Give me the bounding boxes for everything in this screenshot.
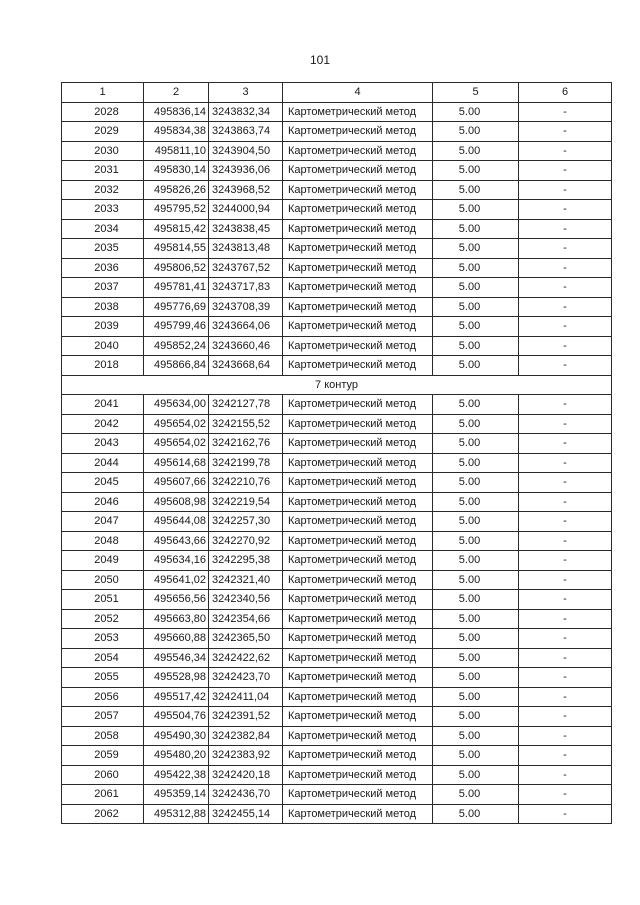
point-number-cell: 2040 [62,336,144,356]
x-coordinate-cell: 495799,46 [144,317,209,337]
table-row [62,434,612,454]
point-number-cell: 2037 [62,278,144,298]
note-cell: - [519,804,612,824]
point-number-cell: 2018 [62,356,144,376]
point-number-cell: 2060 [62,765,144,785]
point-number-cell: 2028 [62,102,144,122]
table-row [62,570,612,590]
x-coordinate-cell: 495660,88 [144,629,209,649]
table-row [62,765,612,785]
x-coordinate-cell: 495834,38 [144,122,209,142]
table-row [62,219,612,239]
accuracy-cell: 5.00 [433,102,519,122]
point-number-cell: 2057 [62,707,144,727]
table-row [62,297,612,317]
table-row [62,687,612,707]
accuracy-cell: 5.00 [433,161,519,181]
point-number-cell: 2051 [62,590,144,610]
accuracy-cell: 5.00 [433,434,519,454]
y-coordinate-cell: 3242423,70 [209,668,283,688]
x-coordinate-cell: 495811,10 [144,141,209,161]
x-coordinate-cell: 495634,16 [144,551,209,571]
method-cell: Картометрический метод [283,258,433,278]
y-coordinate-cell: 3242420,18 [209,765,283,785]
note-cell: - [519,570,612,590]
section-row [62,375,612,395]
table-row [62,512,612,532]
table-row [62,239,612,259]
method-cell: Картометрический метод [283,726,433,746]
accuracy-cell: 5.00 [433,531,519,551]
x-coordinate-cell: 495815,42 [144,219,209,239]
point-number-cell: 2039 [62,317,144,337]
table-row [62,648,612,668]
method-cell: Картометрический метод [283,180,433,200]
point-number-cell: 2049 [62,551,144,571]
coordinates-table [61,82,612,824]
point-number-cell: 2032 [62,180,144,200]
note-cell: - [519,707,612,727]
point-number-cell: 2034 [62,219,144,239]
method-cell: Картометрический метод [283,590,433,610]
x-coordinate-cell: 495814,55 [144,239,209,259]
accuracy-cell: 5.00 [433,219,519,239]
note-cell: - [519,434,612,454]
y-coordinate-cell: 3243813,48 [209,239,283,259]
table-row [62,258,612,278]
point-number-cell: 2055 [62,668,144,688]
note-cell: - [519,122,612,142]
table-row [62,180,612,200]
note-cell: - [519,141,612,161]
method-cell: Картометрический метод [283,492,433,512]
point-number-cell: 2041 [62,395,144,415]
y-coordinate-cell: 3243968,52 [209,180,283,200]
table-row [62,531,612,551]
y-coordinate-cell: 3242422,62 [209,648,283,668]
y-coordinate-cell: 3243863,74 [209,122,283,142]
method-cell: Картометрический метод [283,570,433,590]
x-coordinate-cell: 495654,02 [144,434,209,454]
method-cell: Картометрический метод [283,200,433,220]
y-coordinate-cell: 3242210,76 [209,473,283,493]
note-cell: - [519,297,612,317]
x-coordinate-cell: 495852,24 [144,336,209,356]
y-coordinate-cell: 3242383,92 [209,746,283,766]
table-row [62,609,612,629]
accuracy-cell: 5.00 [433,473,519,493]
method-cell: Картометрический метод [283,278,433,298]
accuracy-cell: 5.00 [433,629,519,649]
y-coordinate-cell: 3242411,04 [209,687,283,707]
method-cell: Картометрический метод [283,297,433,317]
x-coordinate-cell: 495634,00 [144,395,209,415]
point-number-cell: 2045 [62,473,144,493]
point-number-cell: 2062 [62,804,144,824]
column-header-4: 4 [283,83,433,103]
accuracy-cell: 5.00 [433,317,519,337]
accuracy-cell: 5.00 [433,278,519,298]
point-number-cell: 2035 [62,239,144,259]
point-number-cell: 2048 [62,531,144,551]
accuracy-cell: 5.00 [433,785,519,805]
point-number-cell: 2054 [62,648,144,668]
x-coordinate-cell: 495654,02 [144,414,209,434]
point-number-cell: 2053 [62,629,144,649]
y-coordinate-cell: 3243717,83 [209,278,283,298]
method-cell: Картометрический метод [283,707,433,727]
method-cell: Картометрический метод [283,648,433,668]
method-cell: Картометрический метод [283,785,433,805]
column-header-5: 5 [433,83,519,103]
accuracy-cell: 5.00 [433,687,519,707]
accuracy-cell: 5.00 [433,804,519,824]
note-cell: - [519,590,612,610]
column-header-6: 6 [519,83,612,103]
note-cell: - [519,356,612,376]
y-coordinate-cell: 3244000,94 [209,200,283,220]
note-cell: - [519,551,612,571]
note-cell: - [519,395,612,415]
point-number-cell: 2042 [62,414,144,434]
y-coordinate-cell: 3242162,76 [209,434,283,454]
x-coordinate-cell: 495830,14 [144,161,209,181]
method-cell: Картометрический метод [283,395,433,415]
x-coordinate-cell: 495656,56 [144,590,209,610]
x-coordinate-cell: 495490,30 [144,726,209,746]
table-row [62,785,612,805]
method-cell: Картометрический метод [283,414,433,434]
point-number-cell: 2029 [62,122,144,142]
x-coordinate-cell: 495643,66 [144,531,209,551]
accuracy-cell: 5.00 [433,570,519,590]
x-coordinate-cell: 495866,84 [144,356,209,376]
table-row [62,102,612,122]
point-number-cell: 2033 [62,200,144,220]
method-cell: Картометрический метод [283,434,433,454]
accuracy-cell: 5.00 [433,746,519,766]
point-number-cell: 2038 [62,297,144,317]
x-coordinate-cell: 495504,76 [144,707,209,727]
point-number-cell: 2043 [62,434,144,454]
accuracy-cell: 5.00 [433,668,519,688]
point-number-cell: 2061 [62,785,144,805]
note-cell: - [519,473,612,493]
note-cell: - [519,531,612,551]
point-number-cell: 2047 [62,512,144,532]
accuracy-cell: 5.00 [433,648,519,668]
table-row [62,804,612,824]
note-cell: - [519,765,612,785]
note-cell: - [519,161,612,181]
note-cell: - [519,785,612,805]
method-cell: Картометрический метод [283,473,433,493]
point-number-cell: 2050 [62,570,144,590]
header-row [62,83,612,103]
x-coordinate-cell: 495312,88 [144,804,209,824]
method-cell: Картометрический метод [283,804,433,824]
page-number: 101 [309,53,331,67]
note-cell: - [519,453,612,473]
table-row [62,746,612,766]
method-cell: Картометрический метод [283,317,433,337]
accuracy-cell: 5.00 [433,726,519,746]
point-number-cell: 2036 [62,258,144,278]
accuracy-cell: 5.00 [433,200,519,220]
method-cell: Картометрический метод [283,629,433,649]
accuracy-cell: 5.00 [433,356,519,376]
point-number-cell: 2030 [62,141,144,161]
accuracy-cell: 5.00 [433,336,519,356]
table-row [62,141,612,161]
table-row [62,492,612,512]
x-coordinate-cell: 495795,52 [144,200,209,220]
note-cell: - [519,668,612,688]
accuracy-cell: 5.00 [433,453,519,473]
y-coordinate-cell: 3242340,56 [209,590,283,610]
accuracy-cell: 5.00 [433,551,519,571]
section-title: 7 контур [62,375,612,395]
x-coordinate-cell: 495644,08 [144,512,209,532]
note-cell: - [519,687,612,707]
y-coordinate-cell: 3242295,38 [209,551,283,571]
table-row [62,414,612,434]
accuracy-cell: 5.00 [433,609,519,629]
y-coordinate-cell: 3243904,50 [209,141,283,161]
x-coordinate-cell: 495528,98 [144,668,209,688]
note-cell: - [519,258,612,278]
x-coordinate-cell: 495422,38 [144,765,209,785]
method-cell: Картометрический метод [283,453,433,473]
point-number-cell: 2052 [62,609,144,629]
note-cell: - [519,726,612,746]
table-row [62,317,612,337]
note-cell: - [519,746,612,766]
x-coordinate-cell: 495480,20 [144,746,209,766]
accuracy-cell: 5.00 [433,707,519,727]
y-coordinate-cell: 3242270,92 [209,531,283,551]
method-cell: Картометрический метод [283,356,433,376]
accuracy-cell: 5.00 [433,395,519,415]
x-coordinate-cell: 495608,98 [144,492,209,512]
x-coordinate-cell: 495607,66 [144,473,209,493]
y-coordinate-cell: 3243664,06 [209,317,283,337]
accuracy-cell: 5.00 [433,297,519,317]
method-cell: Картометрический метод [283,122,433,142]
note-cell: - [519,414,612,434]
y-coordinate-cell: 3243660,46 [209,336,283,356]
x-coordinate-cell: 495546,34 [144,648,209,668]
accuracy-cell: 5.00 [433,492,519,512]
y-coordinate-cell: 3242391,52 [209,707,283,727]
method-cell: Картометрический метод [283,102,433,122]
table-row [62,356,612,376]
table-row [62,122,612,142]
method-cell: Картометрический метод [283,336,433,356]
accuracy-cell: 5.00 [433,258,519,278]
note-cell: - [519,317,612,337]
y-coordinate-cell: 3242354,66 [209,609,283,629]
method-cell: Картометрический метод [283,609,433,629]
x-coordinate-cell: 495663,80 [144,609,209,629]
note-cell: - [519,180,612,200]
x-coordinate-cell: 495776,69 [144,297,209,317]
y-coordinate-cell: 3242127,78 [209,395,283,415]
table-row [62,453,612,473]
note-cell: - [519,200,612,220]
x-coordinate-cell: 495826,26 [144,180,209,200]
y-coordinate-cell: 3242455,14 [209,804,283,824]
accuracy-cell: 5.00 [433,141,519,161]
note-cell: - [519,219,612,239]
point-number-cell: 2058 [62,726,144,746]
method-cell: Картометрический метод [283,746,433,766]
point-number-cell: 2059 [62,746,144,766]
column-header-2: 2 [144,83,209,103]
table-row [62,161,612,181]
y-coordinate-cell: 3243668,64 [209,356,283,376]
method-cell: Картометрический метод [283,512,433,532]
x-coordinate-cell: 495359,14 [144,785,209,805]
method-cell: Картометрический метод [283,531,433,551]
x-coordinate-cell: 495614,68 [144,453,209,473]
x-coordinate-cell: 495806,52 [144,258,209,278]
column-header-1: 1 [62,83,144,103]
x-coordinate-cell: 495641,02 [144,570,209,590]
table-row [62,473,612,493]
note-cell: - [519,102,612,122]
accuracy-cell: 5.00 [433,122,519,142]
y-coordinate-cell: 3242436,70 [209,785,283,805]
column-header-3: 3 [209,83,283,103]
note-cell: - [519,278,612,298]
y-coordinate-cell: 3242257,30 [209,512,283,532]
table-row [62,278,612,298]
table-row [62,200,612,220]
x-coordinate-cell: 495517,42 [144,687,209,707]
accuracy-cell: 5.00 [433,180,519,200]
note-cell: - [519,629,612,649]
y-coordinate-cell: 3242382,84 [209,726,283,746]
accuracy-cell: 5.00 [433,512,519,532]
note-cell: - [519,239,612,259]
method-cell: Картометрический метод [283,141,433,161]
note-cell: - [519,609,612,629]
method-cell: Картометрический метод [283,219,433,239]
method-cell: Картометрический метод [283,239,433,259]
accuracy-cell: 5.00 [433,414,519,434]
note-cell: - [519,336,612,356]
note-cell: - [519,512,612,532]
y-coordinate-cell: 3243708,39 [209,297,283,317]
y-coordinate-cell: 3243832,34 [209,102,283,122]
y-coordinate-cell: 3242199,78 [209,453,283,473]
point-number-cell: 2044 [62,453,144,473]
point-number-cell: 2046 [62,492,144,512]
method-cell: Картометрический метод [283,765,433,785]
accuracy-cell: 5.00 [433,239,519,259]
table-row [62,726,612,746]
method-cell: Картометрический метод [283,668,433,688]
y-coordinate-cell: 3242365,50 [209,629,283,649]
accuracy-cell: 5.00 [433,590,519,610]
note-cell: - [519,492,612,512]
note-cell: - [519,648,612,668]
y-coordinate-cell: 3242219,54 [209,492,283,512]
table-row [62,707,612,727]
y-coordinate-cell: 3243936,06 [209,161,283,181]
table-row [62,668,612,688]
point-number-cell: 2031 [62,161,144,181]
point-number-cell: 2056 [62,687,144,707]
accuracy-cell: 5.00 [433,765,519,785]
y-coordinate-cell: 3243838,45 [209,219,283,239]
y-coordinate-cell: 3243767,52 [209,258,283,278]
method-cell: Картометрический метод [283,161,433,181]
table-row [62,629,612,649]
table-row [62,395,612,415]
x-coordinate-cell: 495781,41 [144,278,209,298]
y-coordinate-cell: 3242155,52 [209,414,283,434]
table-row [62,551,612,571]
x-coordinate-cell: 495836,14 [144,102,209,122]
method-cell: Картометрический метод [283,687,433,707]
table-row [62,336,612,356]
method-cell: Картометрический метод [283,551,433,571]
table-row [62,590,612,610]
y-coordinate-cell: 3242321,40 [209,570,283,590]
